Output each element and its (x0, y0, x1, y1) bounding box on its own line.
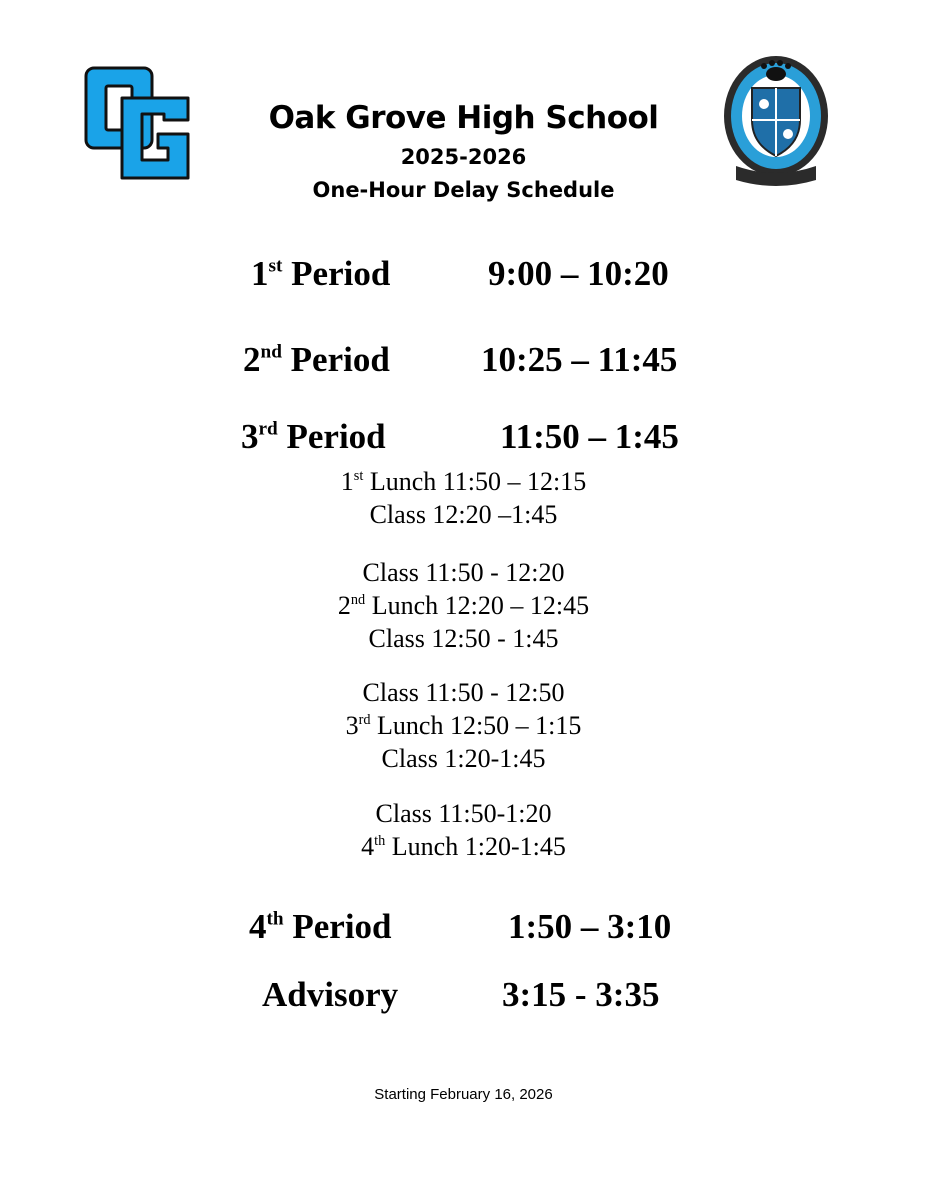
period-3-label (241, 419, 386, 454)
period-2-suffix: nd (260, 341, 282, 363)
lunch-1-text: Lunch 11:50 – 12:15 (369, 467, 587, 496)
lunch-1-number: 1 (340, 467, 354, 496)
period-2-label (243, 342, 390, 377)
lunch-1-class-after: Class 12:20 –1:45 (369, 500, 558, 529)
school-year: 2025-2026 (400, 145, 527, 169)
lunch-1-line (0, 469, 927, 495)
lunch-2-suffix: nd (350, 592, 366, 608)
lunch-3-text: Lunch 12:50 – 1:15 (377, 711, 582, 740)
period-1-suffix: st (268, 255, 283, 277)
lunch-2-class-after: Class 12:50 - 1:45 (368, 624, 559, 653)
period-2-word: Period (290, 340, 390, 379)
period-3-number: 3 (241, 417, 259, 456)
period-3-suffix: rd (258, 418, 278, 440)
lunch-4-class-before: Class 11:50-1:20 (375, 799, 552, 828)
lunch-2-number: 2 (337, 591, 351, 620)
lunch-4-line (0, 834, 927, 860)
advisory-label: Advisory (262, 975, 399, 1014)
lunch-2-line (0, 593, 927, 619)
period-4-label (249, 909, 392, 944)
school-name: Oak Grove High School (268, 100, 659, 136)
period-1-label (251, 256, 390, 291)
lunch-3-number: 3 (345, 711, 359, 740)
period-1-time: 9:00 – 10:20 (488, 254, 669, 293)
lunch-2-text: Lunch 12:20 – 12:45 (371, 591, 590, 620)
period-3-word: Period (286, 417, 386, 456)
advisory-time: 3:15 - 3:35 (502, 975, 660, 1014)
schedule-title: One-Hour Delay Schedule (312, 178, 615, 202)
lunch-3-class-before: Class 11:50 - 12:50 (362, 678, 565, 707)
period-3-time: 11:50 – 1:45 (500, 417, 679, 456)
start-date-note: Starting February 16, 2026 (374, 1086, 553, 1103)
lunch-3-suffix: rd (358, 712, 371, 728)
period-1-word: Period (291, 254, 391, 293)
lunch-4-suffix: th (374, 833, 386, 849)
period-2-time: 10:25 – 11:45 (481, 340, 678, 379)
lunch-4-text: Lunch 1:20-1:45 (391, 832, 566, 861)
period-1-number: 1 (251, 254, 269, 293)
period-2-number: 2 (243, 340, 261, 379)
lunch-4-number: 4 (361, 832, 375, 861)
period-4-time: 1:50 – 3:10 (508, 907, 672, 946)
lunch-3-line (0, 713, 927, 739)
period-4-suffix: th (266, 908, 284, 930)
lunch-2-class-before: Class 11:50 - 12:20 (362, 558, 565, 587)
period-4-number: 4 (249, 907, 267, 946)
lunch-1-suffix: st (353, 468, 364, 484)
lunch-3-class-after: Class 1:20-1:45 (381, 744, 546, 773)
period-4-word: Period (292, 907, 392, 946)
